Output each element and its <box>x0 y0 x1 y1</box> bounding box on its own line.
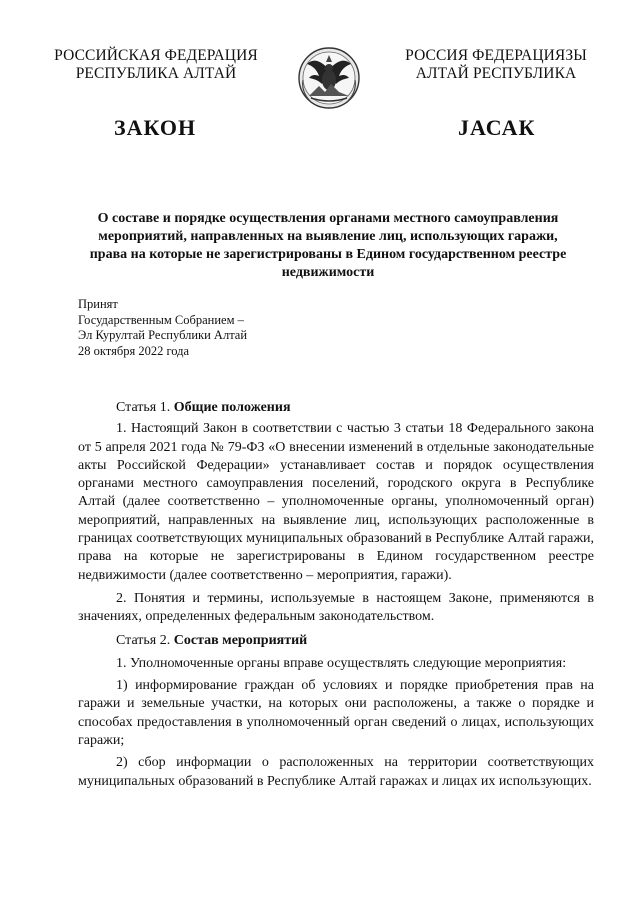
article-1-paragraph-1: 1. Настоящий Закон в соответствии с частью 3 статьи 18 Федерального закона от 5 апреля 2021 года № 79-ФЗ «О внесении изменений в отдельные законодательные акты Российской Федерации» устанавливает состав и порядок осуществления органами местного самоуправления поселений, городского округа в Республике Алтай (далее соответственно – уполномоченные органы, уполномоченный орган) мероприятий, направленных на выявление лиц, использующих расположенные в границах соответствующих муниципальных образований в Республике Алтай гаражи, права на которые не зарегистрированы в Едином государственном реестре недвижимости (далее соответственно – мероприятия, гаражи). <box>78 421 594 583</box>
law-body <box>78 399 594 791</box>
article-1-prefix: Статья 1. <box>116 400 174 415</box>
article-2-paragraph-3: 2) сбор информации о расположенных на территории соответствующих муниципальных образований в Республике Алтай гаражах и лицах их использующих. <box>78 755 594 789</box>
header-right <box>398 47 594 83</box>
article-1-heading <box>78 399 594 417</box>
header-right-line2: АЛТАЙ РЕСПУБЛИКА <box>415 65 577 82</box>
adoption-block <box>78 297 247 359</box>
header-right-line1: РОССИЯ ФЕДЕРАЦИЯЗЫ <box>405 47 587 64</box>
header-left <box>52 47 260 83</box>
article-1-title: Общие положения <box>173 400 291 415</box>
header-left-line1: РОССИЙСКАЯ ФЕДЕРАЦИЯ <box>54 47 258 64</box>
article-2-prefix: Статья 2. <box>116 632 174 648</box>
adoption-date: 28 октября 2022 года <box>78 343 190 358</box>
adoption-line: Принят <box>78 297 118 311</box>
header-left-line2: РЕСПУБЛИКА АЛТАЙ <box>75 65 237 82</box>
law-heading-altai: JАСАК <box>458 115 536 140</box>
adoption-line: Государственным Собранием – <box>78 312 244 327</box>
law-heading-russian: ЗАКОН <box>114 115 197 140</box>
article-2-paragraph-1: 1. Уполномоченные органы вправе осуществлять следующие мероприятия: <box>116 655 567 671</box>
article-2-title: Состав мероприятий <box>173 632 308 648</box>
coat-of-arms-altai-icon <box>297 40 361 116</box>
article-1-paragraph-2: 2. Понятия и термины, используемые в настоящем Законе, применяются в значениях, определенных федеральным законодательством. <box>78 590 594 625</box>
article-2-heading <box>78 632 594 650</box>
article-2-paragraph-2: 1) информирование граждан об условиях и порядке приобретения прав на гаражи и земельные участки, на которых они расположены, а также о порядке и способах предоставления в уполномоченный орган сведений о лицах, использующих гаражи; <box>78 678 594 749</box>
law-title: О составе и порядке осуществления органами местного самоуправления мероприятий, направленных на выявление лиц, использующих гаражи, права на которые не зарегистрированы в Едином государственном реестре недвижимости <box>89 211 567 280</box>
adoption-line: Эл Курултай Республики Алтай <box>78 328 248 342</box>
